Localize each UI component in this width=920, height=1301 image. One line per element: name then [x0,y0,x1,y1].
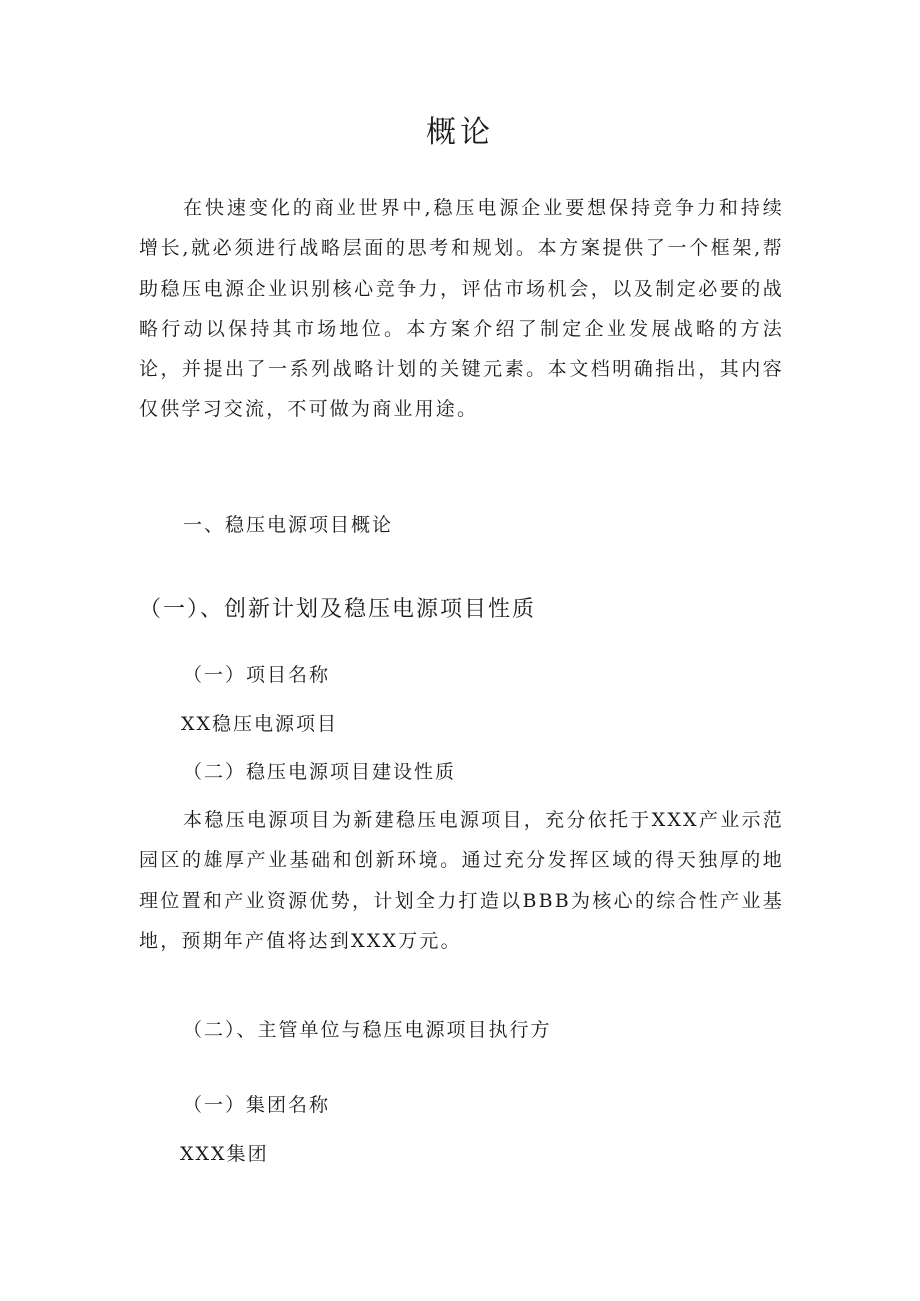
intro-paragraph: 在快速变化的商业世界中,稳压电源企业要想保持竞争力和持续增长,就必须进行战略层面的思考和规划。本方案提供了一个框架,帮助稳压电源企业识别核心竞争力，评估市场机会，以及制定必要的战略行动以保持其市场地位。本方案介绍了制定企业发展战略的方法论，并提出了一系列战略计划的关键元素。本文档明确指出，其内容仅供学习交流，不可做为商业用途。 [139,197,784,421]
page-title: 概论 [426,115,494,150]
project-nature-paragraph: 本稳压电源项目为新建稳压电源项目，充分依托于XXX产业示范园区的雄厚产业基础和创新环境。通过充分发挥区域的得天独厚的地理位置和产业资源优势，计划全力打造以BBB为核心的综合性产业基地，预期年产值将达到XXX万元。 [139,809,784,952]
subsection-heading: （一）、创新计划及稳压电源项目性质 [139,597,537,622]
item-heading: （一）集团名称 [183,1094,331,1116]
subsection-heading: （二）、主管单位与稳压电源项目执行方 [183,1019,552,1041]
project-name-value: XX稳压电源项目 [181,713,339,735]
group-name-value: XXX集团 [180,1143,269,1165]
item-heading: （一）项目名称 [183,664,331,686]
item-heading: （二）稳压电源项目建设性质 [183,761,457,783]
section-heading: 一、稳压电源项目概论 [183,514,394,536]
